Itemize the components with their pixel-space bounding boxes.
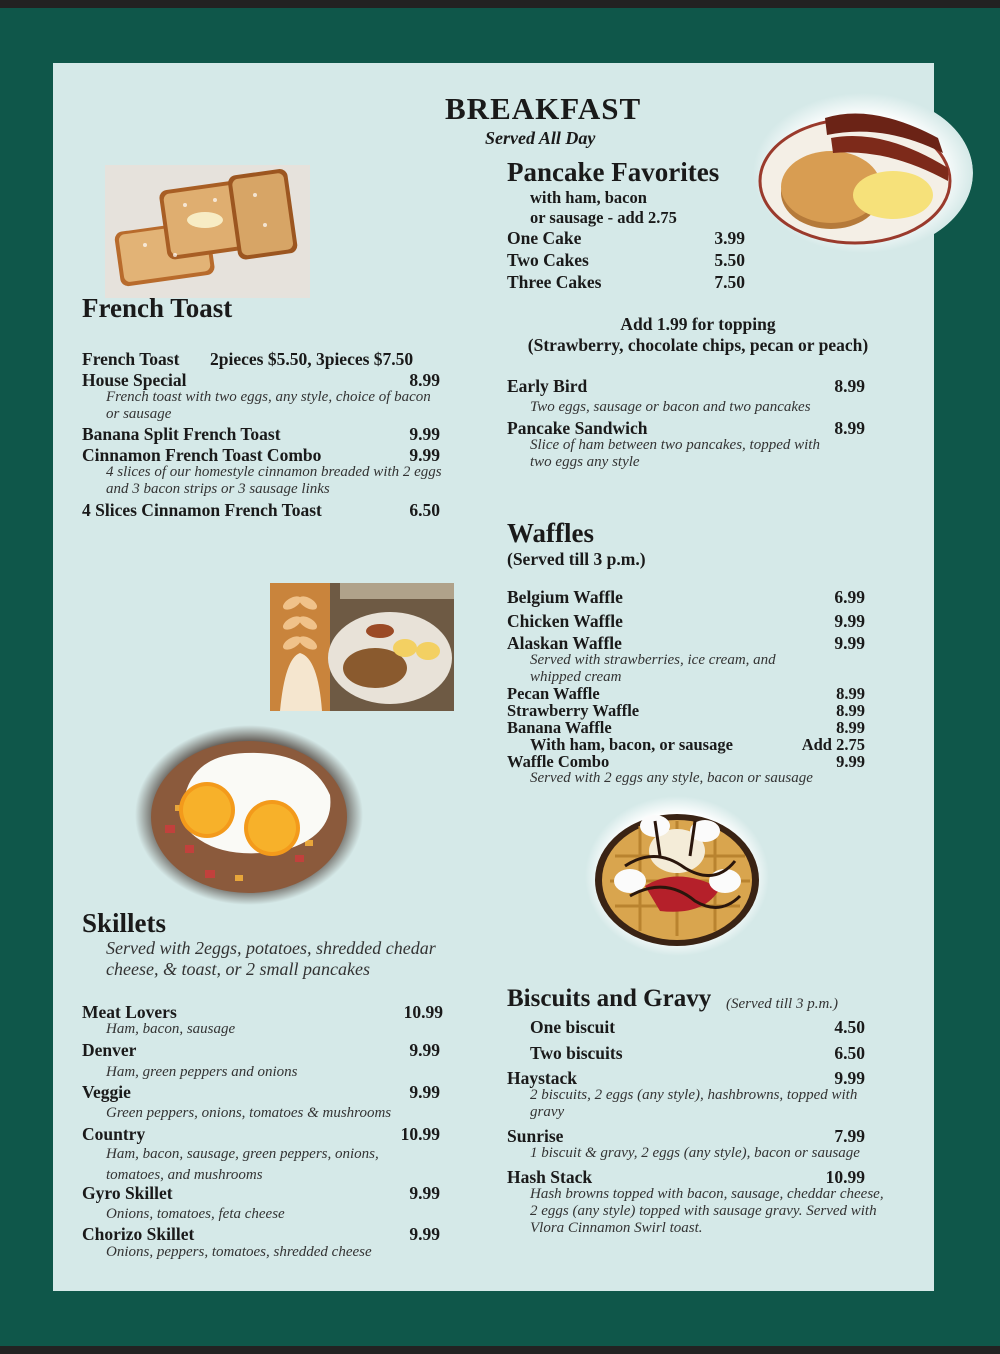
desc-denver: Ham, green peppers and onions	[106, 1064, 298, 1080]
desc-country: Ham, bacon, sausage, green peppers, onions, tomatoes, and mushrooms	[106, 1146, 379, 1183]
menu-item-one-biscuit: One biscuit	[530, 1017, 616, 1037]
menu-item-haystack: Haystack	[507, 1068, 577, 1088]
menu-item-pancake-sandwich: Pancake Sandwich	[507, 418, 648, 438]
price-two-biscuits: 6.50	[834, 1043, 865, 1063]
pancake-photo	[753, 93, 973, 253]
biscuits-heading: Biscuits and Gravy	[507, 985, 712, 1012]
french-toast-heading: French Toast	[82, 293, 233, 323]
french-toast-item: French Toast	[82, 349, 180, 369]
menu-item-denver: Denver	[82, 1040, 137, 1060]
menu-item-two-biscuits: Two biscuits	[530, 1043, 623, 1063]
pancake-heading: Pancake Favorites	[507, 157, 720, 187]
menu-item-veggie: Veggie	[82, 1082, 131, 1102]
menu-item-early-bird: Early Bird	[507, 376, 588, 396]
menu-item-country: Country	[82, 1124, 146, 1144]
price-pancake-sandwich: 8.99	[834, 418, 865, 438]
menu-item-chicken-waffle: Chicken Waffle	[507, 611, 623, 631]
breakfast-plate-photo	[270, 583, 454, 711]
waffle-addon: With ham, bacon, or sausage	[530, 735, 733, 754]
menu-subtitle: Served All Day	[485, 128, 596, 148]
price-banana-waffle: 8.99	[836, 718, 865, 737]
menu-item-one-cake: One Cake	[507, 228, 582, 248]
menu-item-meat-lovers: Meat Lovers	[82, 1002, 177, 1022]
price-gyro-skillet: 9.99	[409, 1183, 440, 1203]
waffles-heading: Waffles	[507, 518, 594, 548]
menu-item-banana-waffle: Banana Waffle	[507, 718, 612, 737]
price-waffle-addon: Add 2.75	[801, 735, 865, 754]
french-toast-photo	[105, 165, 310, 298]
menu-item-4-slices: 4 Slices Cinnamon French Toast	[82, 500, 322, 520]
bottom-border	[0, 1346, 1000, 1354]
waffle-photo	[585, 796, 770, 956]
price-veggie: 9.99	[409, 1082, 440, 1102]
pancake-note-1: with ham, bacon	[530, 188, 647, 207]
price-belgium-waffle: 6.99	[834, 587, 865, 607]
biscuits-note: (Served till 3 p.m.)	[726, 996, 839, 1012]
price-banana-split: 9.99	[409, 424, 440, 444]
price-hash-stack: 10.99	[825, 1167, 865, 1187]
price-chicken-waffle: 9.99	[834, 611, 865, 631]
price-haystack: 9.99	[834, 1068, 865, 1088]
desc-meat-lovers: Ham, bacon, sausage	[106, 1021, 236, 1037]
price-waffle-combo: 9.99	[836, 752, 865, 771]
waffles-note: (Served till 3 p.m.)	[507, 549, 646, 569]
skillet-photo	[135, 725, 363, 905]
topping-line-1: Add 1.99 for topping	[620, 314, 776, 334]
menu-page	[53, 63, 934, 1291]
desc-sunrise: 1 biscuit & gravy, 2 eggs (any style), bacon or sausage	[530, 1145, 860, 1161]
desc-chorizo-skillet: Onions, peppers, tomatoes, shredded cheese	[106, 1244, 372, 1260]
menu-item-two-cakes: Two Cakes	[507, 250, 589, 270]
pancake-note-2: or sausage - add 2.75	[530, 208, 677, 227]
skillets-desc: Served with 2eggs, potatoes, shredded chedar cheese, & toast, or 2 small pancakes	[106, 938, 436, 979]
menu-item-house-special: House Special	[82, 370, 187, 390]
menu-item-hash-stack: Hash Stack	[507, 1167, 593, 1187]
menu-item-pecan-waffle: Pecan Waffle	[507, 684, 600, 703]
price-two-cakes: 5.50	[714, 250, 745, 270]
price-country: 10.99	[400, 1124, 440, 1144]
menu-item-alaskan-waffle: Alaskan Waffle	[507, 633, 622, 653]
desc-hash-stack: Hash browns topped with bacon, sausage, cheddar cheese, 2 eggs (any style) topped with sausage gravy. Served with Vlora Cinnamon Swirl toast.	[530, 1186, 884, 1236]
desc-house-special: French toast with two eggs, any style, choice of bacon or sausage	[106, 389, 431, 422]
price-one-biscuit: 4.50	[834, 1017, 865, 1037]
menu-title: BREAKFAST	[445, 91, 642, 126]
skillets-heading: Skillets	[82, 908, 167, 938]
desc-gyro-skillet: Onions, tomatoes, feta cheese	[106, 1206, 285, 1222]
top-border	[0, 0, 1000, 8]
menu-item-gyro-skillet: Gyro Skillet	[82, 1183, 173, 1203]
price-house-special: 8.99	[409, 370, 440, 390]
desc-veggie: Green peppers, onions, tomatoes & mushrooms	[106, 1105, 392, 1121]
menu-item-three-cakes: Three Cakes	[507, 272, 602, 292]
menu-item-waffle-combo: Waffle Combo	[507, 752, 610, 771]
french-toast-price: 2pieces $5.50, 3pieces $7.50	[210, 349, 414, 369]
menu-item-chorizo-skillet: Chorizo Skillet	[82, 1224, 195, 1244]
price-sunrise: 7.99	[834, 1126, 865, 1146]
price-denver: 9.99	[409, 1040, 440, 1060]
menu-item-belgium-waffle: Belgium Waffle	[507, 587, 623, 607]
desc-cinnamon-combo: 4 slices of our homestyle cinnamon breaded with 2 eggs and 3 bacon strips or 3 sausage links	[106, 464, 442, 497]
price-chorizo-skillet: 9.99	[409, 1224, 440, 1244]
desc-alaskan-waffle: Served with strawberries, ice cream, and whipped cream	[530, 652, 776, 685]
desc-haystack: 2 biscuits, 2 eggs (any style), hashbrowns, topped with gravy	[530, 1087, 858, 1120]
menu-item-banana-split: Banana Split French Toast	[82, 424, 281, 444]
desc-pancake-sandwich: Slice of ham between two pancakes, topped with two eggs any style	[530, 437, 820, 470]
price-4-slices: 6.50	[409, 500, 440, 520]
topping-line-2: (Strawberry, chocolate chips, pecan or peach)	[527, 335, 869, 355]
menu-item-cinnamon-combo: Cinnamon French Toast Combo	[82, 445, 322, 465]
price-pecan-waffle: 8.99	[836, 684, 865, 703]
menu-item-strawberry-waffle: Strawberry Waffle	[507, 701, 640, 720]
desc-waffle-combo: Served with 2 eggs any style, bacon or sausage	[530, 770, 813, 786]
price-cinnamon-combo: 9.99	[409, 445, 440, 465]
price-three-cakes: 7.50	[714, 272, 745, 292]
price-meat-lovers: 10.99	[403, 1002, 443, 1022]
menu-item-sunrise: Sunrise	[507, 1126, 564, 1146]
price-one-cake: 3.99	[714, 228, 745, 248]
price-alaskan-waffle: 9.99	[834, 633, 865, 653]
price-early-bird: 8.99	[834, 376, 865, 396]
price-strawberry-waffle: 8.99	[836, 701, 865, 720]
desc-early-bird: Two eggs, sausage or bacon and two pancakes	[530, 399, 811, 415]
